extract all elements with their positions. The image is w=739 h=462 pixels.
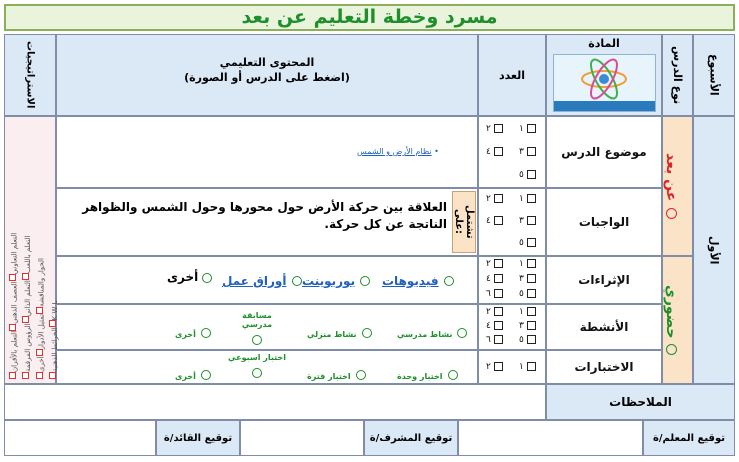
enrichment-worksheets[interactable]: أوراق عمل [222,270,302,289]
test-weekly[interactable]: اختبار اسبوعي [227,353,287,381]
count-checkbox-5[interactable]: ٥ [519,289,536,299]
leader-signature-label: توقيع القائد/ة [156,420,240,456]
page-title: مسرد وخطة التعليم عن بعد [4,4,735,31]
count-homework [478,188,546,256]
count-checkbox-5[interactable]: ٥ [519,170,536,180]
subject-header [546,34,662,116]
content-header-title: المحتوى التعليمي [219,56,315,69]
teacher-signature-field[interactable] [458,420,643,456]
row-activities: الأنشطة [546,304,662,350]
count-tests [478,350,546,384]
remote-radio[interactable] [666,208,677,219]
count-checkbox-3[interactable]: ٣ [519,147,536,157]
strategies-column [4,116,59,384]
count-checkbox-1[interactable]: ١ [519,194,536,204]
content-header [56,34,478,116]
count-checkbox-2[interactable]: ٢ [486,194,503,204]
content-header-hint: (اضغط على الدرس أو الصورة) [184,71,350,84]
count-checkbox-2[interactable]: ٢ [486,259,503,269]
count-checkbox-3[interactable]: ٣ [519,274,536,284]
count-checkbox-3[interactable]: ٣ [519,321,536,331]
count-checkbox-6[interactable]: ٦ [486,335,503,345]
count-checkbox-1[interactable]: ١ [519,124,536,134]
content-lesson-topic [56,116,478,188]
content-tests [56,350,478,384]
enrichment-powerpoint[interactable]: بوربوينت [302,270,370,289]
strategy-item[interactable]: الحوار والمناقشةتمثيل الأدوارأخرى [34,121,48,379]
count-checkbox-1[interactable]: ١ [519,307,536,317]
count-checkbox-2[interactable]: ٢ [486,124,503,134]
subject-image[interactable] [553,54,656,112]
teacher-signature-label: توقيع المعلم/ة [643,420,735,456]
activity-competition[interactable]: مسابقة مدرسي [227,311,287,348]
supervisor-signature-label: توقيع المشرف/ة [364,420,458,456]
notes-field[interactable] [4,384,546,420]
count-checkbox-4[interactable]: ٤ [486,321,503,331]
activity-school[interactable]: نشاط مدرسي [397,322,467,341]
strategy-item[interactable]: التعلم باللعبالتعلم الذاتيالرؤوس المرقمة [21,121,35,379]
lesson-type-presence-label: حضوري [663,284,679,339]
strategies-list [7,121,59,379]
count-header: العدد [478,34,546,116]
strategies-header: الاستراتيجيات [4,34,56,116]
lesson-link-item[interactable]: • نظام الأرض و الشمس [357,147,439,156]
test-other[interactable]: أخرى [175,364,211,383]
subject-label: المادة [588,37,620,50]
count-checkbox-2[interactable]: ٢ [486,307,503,317]
lesson-type-remote[interactable] [662,116,693,256]
lesson-type-remote-label: عن بعد [663,153,679,202]
notes-label: الملاحظات [546,384,735,420]
count-checkbox-1[interactable]: ١ [519,259,536,269]
homework-text[interactable]: العلاقة بين حركة الأرض حول محورها وحول الشمس والظواهر الناتجة عن كل حركة. [82,200,447,231]
count-checkbox-4[interactable]: ٤ [486,147,503,157]
lesson-link[interactable]: نظام الأرض و الشمس [357,147,432,156]
strategy-item[interactable]: التعلم التعاونيالعصف الذهنيالتعلم بالأقران [7,121,21,379]
homework-includes-label: تشتمل على: [452,191,476,253]
activity-home[interactable]: نشاط منزلي [307,322,372,341]
test-unit[interactable]: اختبار وحدة [397,364,458,383]
row-tests: الاختبارات [546,350,662,384]
lesson-type-header: نوع الدرس [662,34,693,116]
content-homework [56,188,478,256]
count-checkbox-5[interactable]: ٥ [519,335,536,345]
count-checkbox-2[interactable]: ٢ [486,362,503,372]
enrichment-videos[interactable]: فيديوهات [382,270,454,289]
count-enrichment [478,256,546,304]
leader-signature-field[interactable] [4,420,156,456]
strategy-item[interactable]: الخرائط الذهنيةK W L [48,121,62,379]
row-homework: الواجبات [546,188,662,256]
lesson-type-presence[interactable] [662,256,693,384]
content-activities [56,304,478,350]
activity-other[interactable]: أخرى [175,322,211,341]
count-activities [478,304,546,350]
count-checkbox-5[interactable]: ٥ [519,238,536,248]
row-enrichment: الإثراءات [546,256,662,304]
content-enrichment [56,256,478,304]
count-lesson-topic [478,116,546,188]
count-checkbox-4[interactable]: ٤ [486,274,503,284]
row-lesson-topic: موضوع الدرس [546,116,662,188]
count-checkbox-4[interactable]: ٤ [486,216,503,226]
supervisor-signature-field[interactable] [240,420,364,456]
week-header: الأسبوع [693,34,735,116]
test-period[interactable]: اختبار فترة [307,364,366,383]
count-checkbox-1[interactable]: ١ [519,362,536,372]
count-checkbox-3[interactable]: ٣ [519,216,536,226]
enrichment-other[interactable]: أخرى [167,270,212,284]
count-checkbox-6[interactable]: ٦ [486,289,503,299]
presence-radio[interactable] [666,344,677,355]
week-value: الأول [693,116,735,384]
